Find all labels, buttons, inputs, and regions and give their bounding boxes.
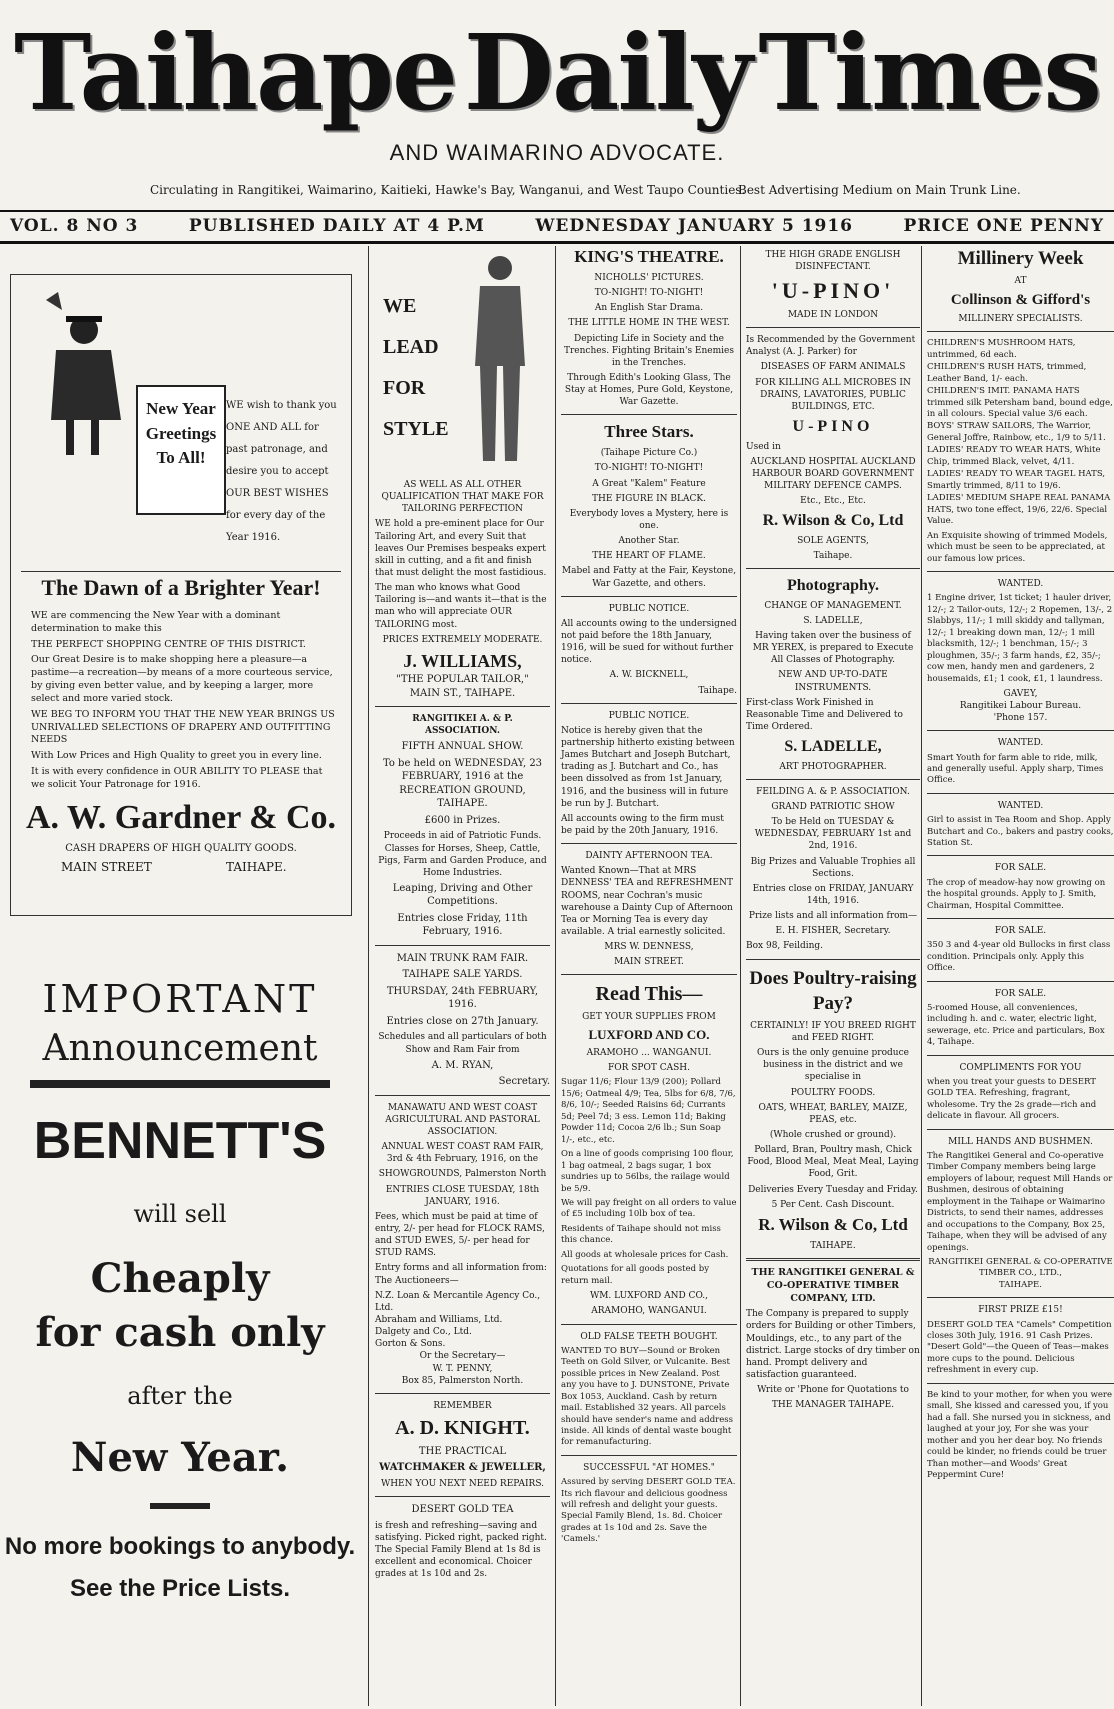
divider bbox=[375, 1393, 550, 1394]
column-1 bbox=[0, 246, 360, 1706]
rangitikei-prizes: £600 in Prizes. bbox=[424, 814, 501, 826]
ramfair-sec: Secretary. bbox=[498, 1076, 550, 1088]
teeth-text: WANTED TO BUY—Sound or Broken Teeth on Gold Silver, or Vulcanite. Best possible prices in New Zealand. Post any you have to J. DUNSTONE, Private Box 1053, Auckland. Cash by return mail. Established 32 years. All parcels should have sender's name and address inside. All kinds of dental waste bought for remanufacturing. bbox=[561, 1345, 733, 1448]
luxford-freight: We will pay freight on all orders to value of £5 including 10lb box of tea. bbox=[561, 1198, 737, 1220]
divider bbox=[375, 945, 550, 946]
millinery-item: CHILDREN'S MUSHROOM HATS, untrimmed, 6d each. bbox=[927, 338, 1076, 360]
greeting-line: To All! bbox=[156, 448, 206, 468]
volume: VOL. 8 NO 3 bbox=[10, 216, 139, 236]
wanted3-text: Girl to assist in Tea Room and Shop. Apply Butchart and Co., bakers and pastry cooks, Station St. bbox=[927, 815, 1114, 849]
luxford-sig: WM. LUXFORD AND CO., bbox=[589, 1291, 709, 1302]
ramfair-date: THURSDAY, 24th FEBRUARY, 1916. bbox=[386, 985, 539, 1011]
ramfair-yards: TAIHAPE SALE YARDS. bbox=[402, 969, 523, 981]
feilding-box: Box 98, Feilding. bbox=[746, 941, 824, 952]
gardner-body bbox=[31, 607, 336, 795]
mill-head: MILL HANDS AND BUSHMEN. bbox=[948, 1136, 1093, 1147]
divider bbox=[927, 730, 1114, 731]
gardner-town: TAIHAPE. bbox=[226, 860, 287, 874]
luxford-residents: Residents of Taihape should not miss this chance. bbox=[561, 1223, 721, 1246]
compliments-text: when you treat your guests to DESERT GOLD TEA. Refreshing, fragrant, wholesome. Try the 2s grade—rich and delicate in flavour. All grocers. bbox=[927, 1076, 1097, 1122]
desertgold-text: is fresh and refreshing—saving and satisfying. Picked right, packed right. The Special Family Blend at 1s 8d is excellent and economical. Choicer grades at 1s 10d and 2s. bbox=[375, 1520, 547, 1580]
millinery-item: BOYS' STRAW SAILORS, The Warrior, General Joffre, Rainbow, etc., 1/9 to 5/11. bbox=[927, 421, 1106, 443]
tailor-figure-illustration bbox=[455, 246, 545, 476]
slogan-line: STYLE bbox=[383, 418, 449, 440]
williams-name: J. WILLIAMS, bbox=[403, 650, 522, 671]
knight-trade: WATCHMAKER & JEWELLER, bbox=[379, 1462, 546, 1474]
body-text: WE BEG TO INFORM YOU THAT THE NEW YEAR BRINGS US UNRIVALLED SELECTIONS OF DRAPERY AND OUTFITTING NEEDS bbox=[31, 708, 335, 746]
stars-flame: THE HEART OF FLAME. bbox=[592, 551, 706, 562]
dainty-text: Wanted Known—That at MRS DENNESS' TEA and REFRESHMENT ROOMS, near Cochran's music warehouse a Dainty Cup of Afternoon Tea or Morning Tea is every day available. A trial earnestly solicited. bbox=[561, 866, 733, 937]
millinery-at: AT bbox=[1014, 275, 1027, 286]
divider bbox=[0, 210, 1114, 212]
sale2-head: FOR SALE. bbox=[994, 926, 1047, 937]
divider bbox=[927, 571, 1114, 572]
teeth-head: OLD FALSE TEETH BOUGHT. bbox=[580, 1331, 718, 1342]
manawatu-grounds: SHOWGROUNDS, Palmerston North bbox=[378, 1169, 547, 1180]
photo-name: S. LADELLE, bbox=[803, 615, 863, 626]
dainty-street: MAIN STREET. bbox=[614, 957, 684, 968]
luxford-cash: FOR SPOT CASH. bbox=[608, 1063, 690, 1074]
divider bbox=[927, 1297, 1114, 1298]
millinery-item: LADIES' MEDIUM SHAPE REAL PANAMA HATS, two tone effect, 19/6, 22/6. Special Value. bbox=[927, 493, 1111, 527]
slogan-line: WE bbox=[383, 295, 417, 317]
timber-text: The Company is prepared to supply orders for Building or other Timbers, Mouldings, etc., to any part of the district. Large stocks of dry timber on hand. Prompt delivery and satisfaction guaranteed. bbox=[746, 1309, 920, 1381]
circulation: Circulating in Rangitikei, Waimarino, Kaitieki, Hawke's Bay, Wanganui, and West Taupo Counties. bbox=[150, 183, 746, 197]
title-word: Times bbox=[758, 11, 1100, 134]
divider bbox=[927, 918, 1114, 919]
manawatu-fair: ANNUAL WEST COAST RAM FAIR, 3rd & 4th February, 1916, on the bbox=[381, 1142, 544, 1165]
divider bbox=[30, 1080, 330, 1088]
divider bbox=[0, 241, 1114, 244]
column-5 bbox=[921, 246, 1114, 1706]
manawatu-box: Box 85, Palmerston North. bbox=[401, 1375, 524, 1386]
timber-mgr: THE MANAGER TAIHAPE. bbox=[771, 1400, 895, 1411]
poem-text: Be kind to your mother, for when you were small, She kissed and caressed you, if you had a fall. She nursed you in sickness, and laughed at your joy, For she was your mother and you her dear boy. No friends could be kinder, no friends could be truer Than mother—and Woods' Great Peppermint Cure! bbox=[927, 1389, 1112, 1481]
photo-art: ART PHOTOGRAPHER. bbox=[779, 761, 887, 772]
upino-town: Taihape. bbox=[813, 550, 853, 561]
slogan-line: FOR bbox=[383, 377, 426, 399]
williams-p3: The man who knows what Good Tailoring is—and wants it—that is the man who will appreciate OUR TAILORING most. bbox=[375, 583, 547, 630]
divider bbox=[927, 855, 1114, 856]
poultry-town: TAIHAPE. bbox=[810, 1240, 856, 1251]
luxford-prices: Sugar 11/6; Flour 13/9 (200); Pollard 15/6; Oatmeal 4/9; Tea, 5lbs for 6/8, 7/6, 8/6, 10/-; Seeded Raisins 6d; Currants 5d; Peel 7d; 3 ess. Lemon 11d; Baking Powder 11d; Cocoa 2/6 lb.; Sun Soap 1/-, etc., etc. bbox=[561, 1077, 736, 1145]
feilding-entries: Entries close on FRIDAY, JANUARY 14th, 1916. bbox=[752, 883, 914, 906]
millinery-closing: An Exquisite showing of trimmed Models, which must be seen to be appreciated, at our famous low prices. bbox=[927, 530, 1108, 564]
desertgold-head: DESERT GOLD TEA bbox=[411, 1504, 514, 1516]
stars-another: Another Star. bbox=[618, 536, 680, 547]
upino-used: Used in bbox=[746, 441, 781, 452]
dateline bbox=[0, 214, 1114, 238]
best-medium: Best Advertising Medium on Main Trunk Line. bbox=[738, 183, 1021, 197]
divider bbox=[927, 1383, 1114, 1384]
divider bbox=[746, 1258, 920, 1261]
divider bbox=[561, 974, 737, 975]
notice2-text2: All accounts owing to the firm must be paid by the 20th January, 1916. bbox=[561, 813, 724, 836]
prize-head: FIRST PRIZE £15! bbox=[978, 1305, 1063, 1316]
athomes-head: SUCCESSFUL "AT HOMES." bbox=[583, 1462, 715, 1473]
upino-rec: Is Recommended by the Government Analyst (A. J. Parker) for bbox=[746, 335, 916, 358]
divider bbox=[21, 571, 341, 572]
gardner-ad bbox=[10, 274, 352, 916]
williams-p1: AS WELL AS ALL OTHER QUALIFICATION THAT MAKE FOR TAILORING PERFECTION bbox=[381, 480, 544, 515]
divider bbox=[561, 843, 737, 844]
published: PUBLISHED DAILY AT 4 P.M bbox=[188, 216, 485, 236]
manawatu-sec: W. T. PENNY, bbox=[432, 1363, 493, 1374]
kings-desc: Depicting Life in Society and the Trenches. Fighting Britain's Enemies in the Trenches. bbox=[564, 333, 734, 368]
announcement-heading: Announcement bbox=[42, 1028, 318, 1070]
gardner-street: MAIN STREET bbox=[61, 860, 152, 874]
poultry-list: Pollard, Bran, Poultry mash, Chick Food, Blood Meal, Meat Meal, Laying Food, Grit. bbox=[747, 1145, 919, 1180]
title-word: Taihape bbox=[14, 11, 457, 134]
no-more-bookings: No more bookings to anybody. bbox=[4, 1532, 356, 1560]
williams-illustration-area bbox=[375, 246, 550, 476]
luxford-sig2: ARAMOHO, WANGANUI. bbox=[591, 1306, 707, 1317]
manawatu-forms: Entry forms and all information from: The Auctioneers— bbox=[375, 1263, 547, 1286]
kings-also: Through Edith's Looking Glass, The Stay at Homes, Pure Gold, Keystone, War Gazette. bbox=[564, 372, 734, 408]
wanted1-text: 1 Engine driver, 1st ticket; 1 hauler driver, 12/-; 2 Tailor-outs, 12/-; 2 Ropemen, 13/-, 2 Slabbys, 11/-; 1 mill skiddy and tallyman, 12/-; 1 breaking down man, 12/-; 1 mill blacksmith, 12/-; 1 benchman, 15/-; 3 ploughmen, 35/-; 3 farm hands, £2, 35/-; cow men, handy men and gardeners, 2 housemaids, £1; 1 cook, £1, 1 laundress. bbox=[927, 593, 1113, 684]
manawatu-agent: Gorton & Sons. bbox=[375, 1339, 446, 1350]
wanted2-head: WANTED. bbox=[997, 738, 1044, 749]
luxford-wholesale: All goods at wholesale prices for Cash. bbox=[561, 1249, 729, 1260]
divider bbox=[561, 414, 737, 415]
slogan bbox=[383, 286, 449, 450]
greeting-sign bbox=[136, 385, 226, 515]
column-3 bbox=[555, 246, 737, 1706]
divider bbox=[561, 703, 737, 704]
poultry-firm: R. Wilson & Co, Ltd bbox=[758, 1214, 908, 1234]
rangitikei-fifth: FIFTH ANNUAL SHOW. bbox=[401, 741, 524, 753]
feilding-sec: E. H. FISHER, Secretary. bbox=[775, 926, 891, 937]
divider bbox=[375, 706, 550, 707]
town-crier-illustration bbox=[36, 290, 131, 460]
rangitikei-entries: Entries close Friday, 11th February, 1916. bbox=[397, 912, 528, 938]
photo-new: NEW AND UP-TO-DATE INSTRUMENTS. bbox=[778, 670, 888, 693]
rangitikei-head: RANGITIKEI A. & P. ASSOCIATION. bbox=[412, 714, 513, 737]
mill-town: TAIHAPE. bbox=[999, 1279, 1042, 1290]
greeting-line: New Year bbox=[146, 399, 216, 418]
wanted1-head: WANTED. bbox=[997, 579, 1044, 590]
poultry-whole: (Whole crushed or ground). bbox=[769, 1129, 897, 1140]
compliments-head: COMPLIMENTS FOR YOU bbox=[959, 1062, 1082, 1073]
manawatu-head: MANAWATU AND WEST COAST AGRICULTURAL AND PASTORAL ASSOCIATION. bbox=[385, 1102, 540, 1138]
divider bbox=[746, 779, 920, 780]
timber-write: Write or 'Phone for Quotations to bbox=[757, 1385, 909, 1396]
luxford-place: ARAMOHO ... WANGANUI. bbox=[586, 1048, 712, 1059]
after-the: after the bbox=[127, 1382, 233, 1411]
upino-top: THE HIGH GRADE ENGLISH DISINFECTANT. bbox=[765, 250, 901, 273]
upino-name: 'U-PINO' bbox=[771, 278, 895, 304]
poultry-certainly: CERTAINLY! IF YOU BREED RIGHT and FEED RIGHT. bbox=[750, 1020, 916, 1043]
subtitle: AND WAIMARINO ADVOCATE. bbox=[389, 140, 725, 165]
slogan-line: LEAD bbox=[383, 336, 439, 358]
luxford-quotations: Quotations for all goods posted by return mail. bbox=[561, 1264, 710, 1286]
wanted3-head: WANTED. bbox=[997, 800, 1044, 811]
luxford-order: On a line of goods comprising 100 flour, 1 bag oatmeal, 2 bags sugar, 1 box sundries up to 56lbs, the railage would be 5/9. bbox=[561, 1149, 734, 1194]
divider bbox=[927, 331, 1114, 332]
upino-sole: SOLE AGENTS, bbox=[797, 535, 869, 546]
williams-title: "THE POPULAR TAILOR," bbox=[396, 674, 529, 686]
stars-title: THE FIGURE IN BLACK. bbox=[592, 493, 706, 504]
knight-remember: REMEMBER bbox=[433, 1400, 492, 1411]
wanted1-sig: GAVEY, bbox=[1003, 688, 1038, 699]
notice2-head: PUBLIC NOTICE. bbox=[608, 710, 690, 721]
divider bbox=[927, 793, 1114, 794]
millinery-firm: Collinson & Gifford's bbox=[950, 291, 1091, 308]
photo-head: Photography. bbox=[786, 577, 879, 595]
notice1-head: PUBLIC NOTICE. bbox=[608, 603, 690, 614]
kings-drama: An English Star Drama. bbox=[594, 303, 704, 314]
millinery-spec: MILLINERY SPECIALISTS. bbox=[958, 314, 1083, 325]
knight-name: A. D. KNIGHT. bbox=[395, 1416, 530, 1439]
gardner-desc: CASH DRAPERS OF HIGH QUALITY GOODS. bbox=[65, 843, 297, 854]
column-2 bbox=[368, 246, 550, 1706]
millinery-item: CHILDREN'S RUSH HATS, trimmed, Leather Band, 1/- each. bbox=[927, 362, 1087, 384]
luxford-head: Read This— bbox=[595, 983, 703, 1006]
important-heading: IMPORTANT bbox=[42, 977, 318, 1021]
gardner-firm: A. W. Gardner & Co. bbox=[25, 799, 337, 836]
sale3-text: 5-roomed House, all conveniences, including h. and c. water, electric light, sewerage, etc. Price and particulars, Box 4, Taihape. bbox=[927, 1002, 1105, 1048]
ramfair-schedules: Schedules and all particulars of both Show and Ram Fair from bbox=[378, 1032, 547, 1055]
millinery-item: CHILDREN'S IMIT. PANAMA HATS trimmed silk Petersham band, bound edge, in all colours. Special value 3/6 each. bbox=[927, 386, 1113, 419]
photo-work: First-class Work Finished in Reasonable Time and Delivered to Time Ordered. bbox=[746, 697, 903, 732]
title-word: Daily bbox=[463, 11, 751, 134]
feilding-head: FEILDING A. & P. ASSOCIATION. bbox=[756, 786, 910, 797]
millinery-item: LADIES' READY TO WEAR HATS, White Chip, trimmed Black, velvet, 4/11. bbox=[927, 445, 1101, 467]
manawatu-fees: Fees, which must be paid at time of entry, 2/- per head for FLOCK RAMS, and STUD EWES, 5/- per head for STUD RAMS. bbox=[375, 1211, 545, 1259]
manawatu-agent: N.Z. Loan & Mercantile Agency Co., Ltd. bbox=[375, 1290, 541, 1313]
stars-feature: A Great "Kalem" Feature bbox=[592, 478, 706, 489]
upino-etc: Etc., Etc., Etc. bbox=[800, 496, 866, 507]
upino-places: AUCKLAND HOSPITAL AUCKLAND HARBOUR BOARD GOVERNMENT MILITARY DEFENCE CAMPS. bbox=[750, 456, 916, 491]
divider bbox=[927, 1055, 1114, 1056]
masthead bbox=[0, 0, 1114, 220]
upino-diseases: DISEASES OF FARM ANIMALS bbox=[760, 362, 906, 373]
poultry-foods: POULTRY FOODS. bbox=[790, 1087, 876, 1098]
sale2-text: 350 3 and 4-year old Bullocks in first class condition. Principals only. Apply this Office. bbox=[927, 940, 1111, 974]
mill-sig: RANGITIKEI GENERAL & CO-OPERATIVE TIMBER CO., LTD., bbox=[928, 1256, 1113, 1279]
divider bbox=[561, 596, 737, 597]
athomes-text: Assured by serving DESERT GOLD TEA. Its rich flavour and delicious goodness will refresh and delight your guests. Special Family Blend, 1s. 8d. Choicer grades at 1s 10d and 2s. Save the 'Camels.' bbox=[561, 1477, 736, 1545]
williams-p4: PRICES EXTREMELY MODERATE. bbox=[382, 634, 543, 645]
issue-date: WEDNESDAY JANUARY 5 1916 bbox=[535, 216, 854, 236]
photo-change: CHANGE OF MANAGEMENT. bbox=[764, 600, 902, 611]
for-cash: for cash only bbox=[35, 1309, 325, 1357]
cheaply: Cheaply bbox=[90, 1255, 270, 1303]
divider bbox=[927, 981, 1114, 982]
feilding-lists: Prize lists and all information from— bbox=[748, 911, 918, 922]
williams-p2: WE hold a pre-eminent place for Our Tailoring Art, and every Suit that leaves Our Premises bespeaks expert skill in cutting, and a fit and finish that must delight the most fastidious. bbox=[375, 519, 547, 578]
manawatu-entries: ENTRIES CLOSE TUESDAY, 18th JANUARY, 1916. bbox=[385, 1184, 540, 1207]
kings-sub: NICHOLLS' PICTURES. bbox=[594, 272, 704, 283]
divider bbox=[561, 1324, 737, 1325]
knight-when: WHEN YOU NEXT NEED REPAIRS. bbox=[380, 1478, 545, 1489]
poultry-discount: 5 Per Cent. Cash Discount. bbox=[771, 1199, 895, 1210]
feilding-held: To be Held on TUESDAY & WEDNESDAY, FEBRUARY 1st and 2nd, 1916. bbox=[754, 817, 912, 852]
divider bbox=[375, 1496, 550, 1497]
notice2-text: Notice is hereby given that the partnership hitherto existing between James Butchart and Joseph Butchart, trading as J. Butchart and Co., has been dissolved as from 1st January, 1916, and the business will in future be run by J. Butchart. bbox=[561, 725, 735, 809]
stars-name: Three Stars. bbox=[604, 422, 694, 442]
price: PRICE ONE PENNY bbox=[903, 216, 1104, 236]
ramfair-name: A. M. RYAN, bbox=[431, 1059, 494, 1071]
feilding-show: GRAND PATRIOTIC SHOW bbox=[771, 802, 895, 812]
ramfair-head: MAIN TRUNK RAM FAIR. bbox=[396, 952, 529, 964]
wanted1-phone: 'Phone 157. bbox=[993, 713, 1048, 724]
bennett-ad bbox=[0, 946, 360, 1606]
knight-practical: THE PRACTICAL bbox=[418, 1445, 507, 1457]
notice1-name: A. W. BICKNELL, bbox=[609, 670, 689, 681]
timber-head: THE RANGITIKEI GENERAL & CO-OPERATIVE TIMBER COMPANY, LTD. bbox=[751, 1266, 915, 1304]
sale1-text: The crop of meadow-hay now growing on the hospital grounds. Apply to J. Smith, Chairman, Hospital Committee. bbox=[927, 877, 1106, 911]
divider bbox=[561, 1455, 737, 1456]
new-year: New Year. bbox=[70, 1433, 290, 1481]
body-text: WE are commencing the New Year with a dominant determination to make this bbox=[31, 610, 281, 634]
divider bbox=[746, 327, 920, 328]
upino-name2: U-PINO bbox=[792, 417, 874, 435]
greeting-line: Greetings bbox=[145, 423, 217, 443]
photo-text: Having taken over the business of MR YEREX, is prepared to Execute All Classes of Photography. bbox=[752, 631, 914, 666]
gardner-headline: The Dawn of a Brighter Year! bbox=[41, 575, 321, 600]
rangitikei-leaping: Leaping, Driving and Other Competitions. bbox=[392, 882, 533, 908]
millinery-item: LADIES' READY TO WEAR TAGEL HATS, Smartly trimmed, 8/11 to 19/6. bbox=[927, 469, 1106, 491]
kings-tonight: TO-NIGHT! TO-NIGHT! bbox=[594, 288, 704, 299]
luxford-name: LUXFORD AND CO. bbox=[588, 1027, 710, 1043]
body-text: With Low Prices and High Quality to greet you in every line. bbox=[31, 750, 322, 762]
divider bbox=[927, 1129, 1114, 1130]
see-price-lists: See the Price Lists. bbox=[69, 1575, 291, 1603]
column-4 bbox=[740, 246, 920, 1706]
luxford-get: GET YOUR SUPPLIES FROM bbox=[582, 1012, 716, 1023]
kings-title: THE LITTLE HOME IN THE WEST. bbox=[568, 318, 730, 329]
prize-text: DESERT GOLD TEA "Camels" Competition closes 30th July, 1916. 91 Cash Prizes. "Desert Gold"—the Queen of Teas—makes more cups to the pound. Delicious refreshment in every cup. bbox=[927, 1319, 1112, 1376]
divider bbox=[746, 568, 920, 569]
upino-killing: FOR KILLING ALL MICROBES IN DRAINS, LAVATORIES, PUBLIC BUILDINGS, ETC. bbox=[755, 377, 911, 412]
notice1-town: Taihape. bbox=[698, 685, 737, 696]
poultry-head: Does Poultry-raising Pay? bbox=[749, 967, 917, 1015]
feilding-prizes: Big Prizes and Valuable Trophies all Sections. bbox=[750, 856, 916, 879]
stars-also: Mabel and Fatty at the Fair, Keystone, War Gazette, and others. bbox=[561, 566, 737, 589]
stars-mystery: Everybody loves a Mystery, here is one. bbox=[569, 508, 729, 531]
sale1-head: FOR SALE. bbox=[994, 863, 1047, 874]
divider bbox=[746, 959, 920, 960]
poultry-delivery: Deliveries Every Tuesday and Friday. bbox=[748, 1184, 918, 1195]
body-text: It is with every confidence in OUR ABILITY TO PLEASE that we solicit Your Patronage for 1916. bbox=[31, 765, 323, 790]
williams-address: MAIN ST., TAIHAPE. bbox=[409, 687, 516, 699]
masthead-title bbox=[0, 8, 1114, 138]
wanted1-bureau: Rangitikei Labour Bureau. bbox=[959, 701, 1082, 712]
body-text: Our Great Desire is to make shopping here a pleasure—a pastime—a recreation—by means of a more courteous service, by giving even better value, and by keeping a larger, more select and more varied stock. bbox=[31, 654, 333, 704]
mill-text: The Rangitikei General and Co-operative Timber Company members being large employers of labour, request Mill Hands or Bushmen, desirous of obtaining employment in the Taihape or Waimarino Districts, to send their names, addresses and occupations to the Company, Box 25, Taihape, when they will be advised of any openings. bbox=[927, 1150, 1113, 1253]
manawatu-or: Or the Secretary— bbox=[419, 1351, 506, 1362]
sale3-head: FOR SALE. bbox=[994, 988, 1047, 999]
divider bbox=[150, 1503, 210, 1509]
poultry-grains: OATS, WHEAT, BARLEY, MAIZE, PEAS, etc. bbox=[758, 1102, 908, 1125]
photo-sig: S. LADELLE, bbox=[784, 738, 882, 756]
poultry-ours: Ours is the only genuine produce business in the district and we specialise in bbox=[757, 1048, 909, 1083]
upino-agent: R. Wilson & Co, Ltd bbox=[762, 512, 904, 530]
thanks-text: WE wish to thank you ONE AND ALL for past patronage, and desire you to accept OUR BEST WISHES for every day of the Year 1916. bbox=[226, 400, 337, 543]
wanted2-text: Smart Youth for farm able to ride, milk, and generally useful. Apply sharp, Times Office. bbox=[927, 752, 1104, 786]
ramfair-entries: Entries close on 27th January. bbox=[386, 1015, 539, 1027]
kings-name: KING'S THEATRE. bbox=[574, 247, 724, 266]
stars-sub: (Taihape Picture Co.) bbox=[600, 448, 698, 459]
dainty-name: MRS W. DENNESS, bbox=[604, 942, 694, 953]
millinery-head: Millinery Week bbox=[957, 248, 1084, 269]
bennett-name: BENNETT'S bbox=[33, 1111, 327, 1170]
manawatu-agent: Abraham and Williams, Ltd. bbox=[375, 1315, 503, 1325]
dainty-head: DAINTY AFTERNOON TEA. bbox=[585, 851, 713, 862]
rangitikei-held: To be held on WEDNESDAY, 23 FEBRUARY, 1916 at the RECREATION GROUND, TAIHAPE. bbox=[382, 757, 543, 810]
body-text: THE PERFECT SHOPPING CENTRE OF THIS DISTRICT. bbox=[31, 638, 306, 650]
upino-made: MADE IN LONDON bbox=[787, 309, 879, 320]
will-sell: will sell bbox=[133, 1200, 227, 1229]
divider bbox=[375, 1095, 550, 1096]
manawatu-agent: Dalgety and Co., Ltd. bbox=[375, 1327, 472, 1338]
stars-tonight: TO-NIGHT! TO-NIGHT! bbox=[594, 463, 704, 474]
rangitikei-proceeds: Proceeds in aid of Patriotic Funds. Classes for Horses, Sheep, Cattle, Pigs, Farm and Garden Produce, and Home Industries. bbox=[378, 831, 547, 878]
notice1-text: All accounts owing to the undersigned not paid before the 18th January, 1916, will be sued for without further notice. bbox=[561, 618, 737, 666]
